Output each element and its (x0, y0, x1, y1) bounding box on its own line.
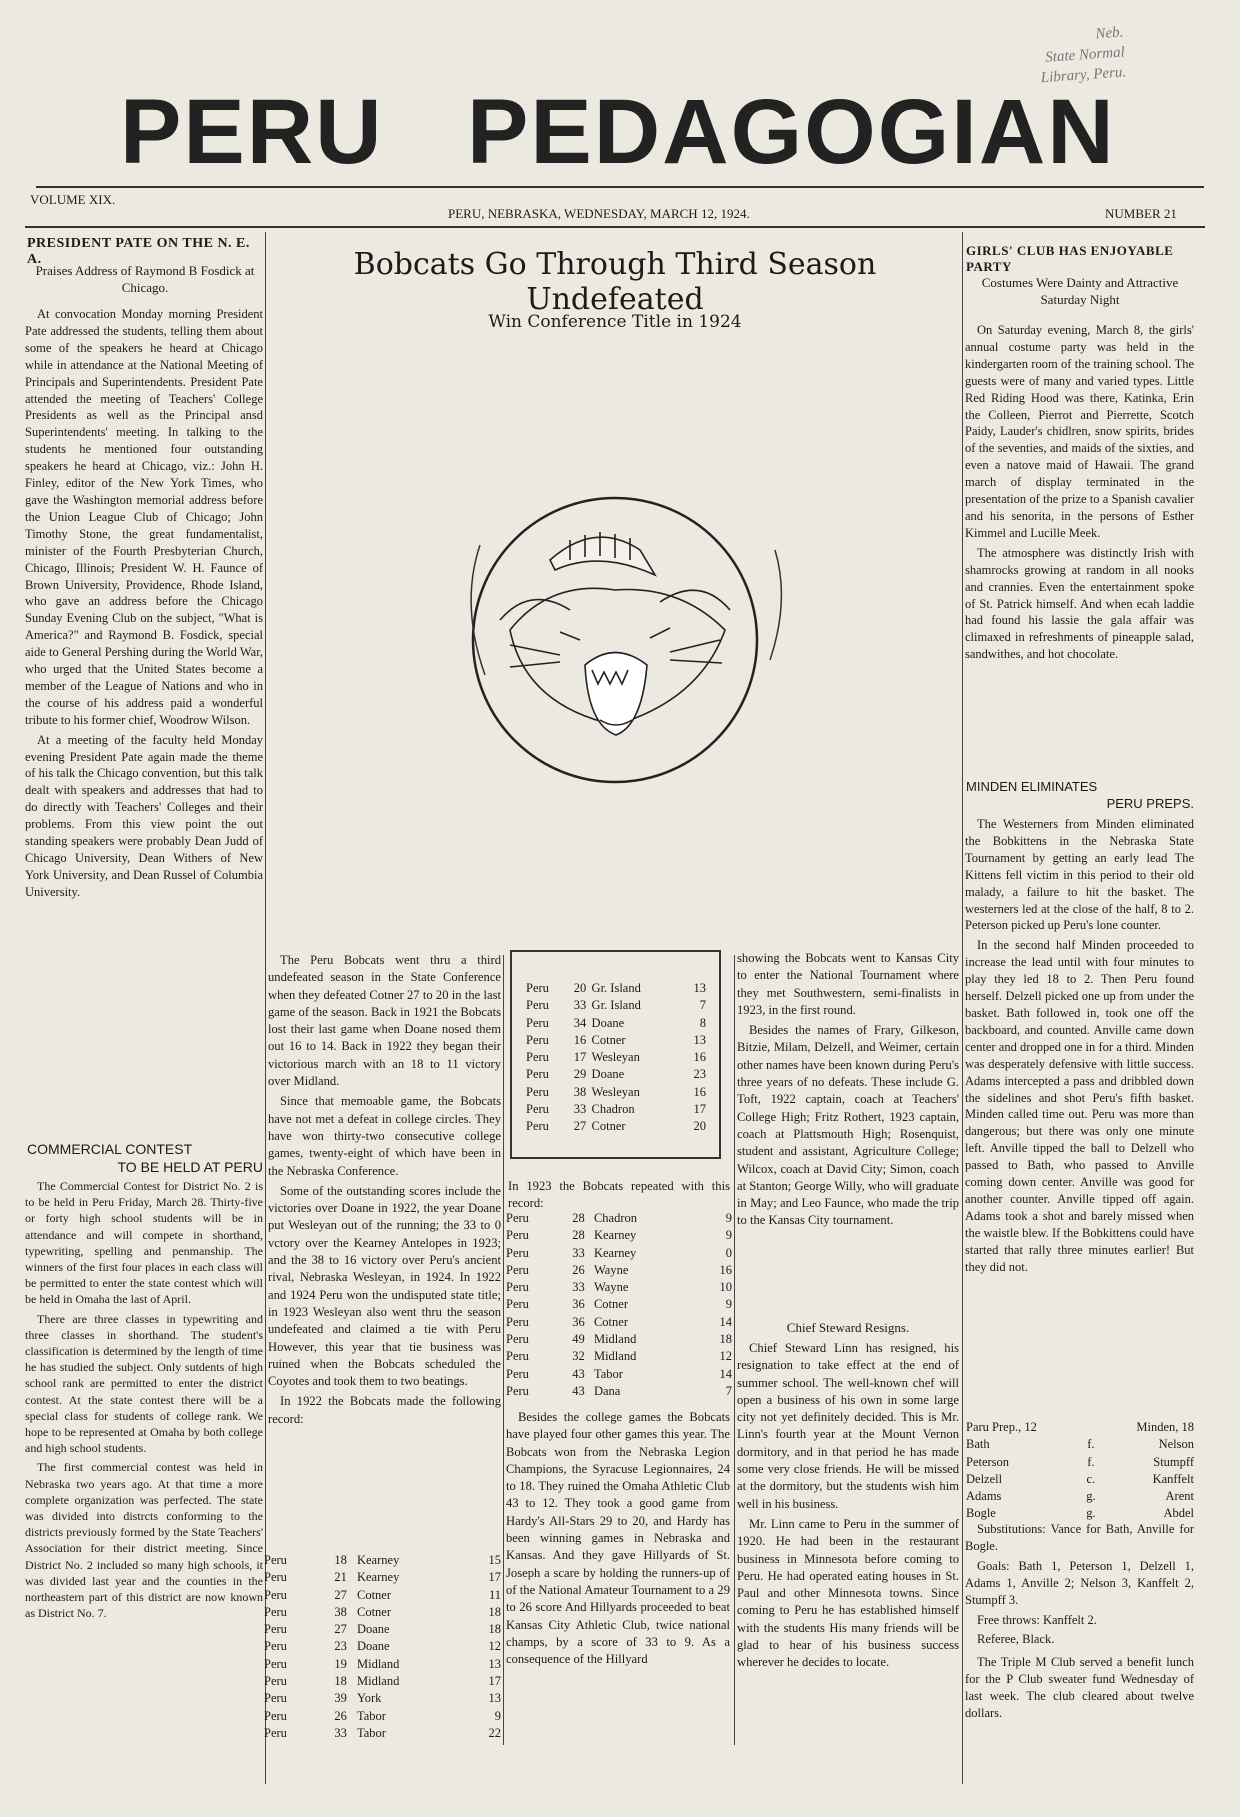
score-cell: 21 (334, 1570, 347, 1585)
score-cell: 12 (488, 1639, 501, 1654)
score-row (526, 1032, 706, 1049)
score-cell: Doane (591, 1015, 625, 1030)
score-cell: Peru (526, 1119, 549, 1134)
score-cell: g. (1086, 1489, 1096, 1504)
score-row (506, 1227, 732, 1244)
score-cell: Cotner (591, 1032, 626, 1047)
score-cell: 18 (334, 1674, 347, 1689)
score-row (966, 1419, 1194, 1436)
score-cell: Kearney (593, 1245, 637, 1260)
score-cell: 32 (572, 1349, 585, 1364)
score-cell: 22 (488, 1725, 501, 1740)
score-row (966, 1436, 1194, 1453)
score-cell: 16 (573, 1032, 587, 1047)
score-cell: 26 (334, 1708, 347, 1723)
bobcats-article-col1 (268, 952, 501, 1431)
article-paragraph: The Westerners from Minden eliminated the Bobkittens in the Nebraska State Tournament by getting an early lead The Kittens fell victim in this period to their old malady, a failure to hit the basket. The westerners led at the close of the half, 8 to 2. Peterson picked up Peru's lone counter. (965, 817, 1194, 933)
score-cell: Minden, 18 (1136, 1420, 1194, 1434)
score-row (264, 1569, 501, 1586)
score-cell: Kearney (593, 1228, 637, 1243)
masthead-rule (36, 186, 1204, 188)
score-row (264, 1673, 501, 1690)
article-paragraph: At convocation Monday morning President Pate addressed the students, telling them about some of the speakers he heard at Chicago while in attendance at the National Meeting of Principals and Superintendents. President Pate attended the meeting of Teachers' College Presidents as well as the Principal ansd Superintendents' meeting. In talking to the students he mentioned four outstanding speakers he heard at Chicago, viz.: John H. Finley, editor of the New York Times, who gave the Washington memorial address before the Union League Club of Chicago; John Timothy Stone, the great fundamentalist, minister of the Fourth Presbyterian Church, Chicago, Illinois; President W. H. Faunce of Brown University, Providence, Rhode Island, who gave an address before the Chicago Sunday Evening Club on the subject, "What is America?" and Raymond B. Fosdick, special aide to General Pershing during the World War, who urged that the United States become a member of the League of Nations and who in the course of his address paid a wonderful tribute to his former chief, Woodrow Wilson. (25, 307, 263, 727)
score-cell: 34 (573, 1015, 587, 1030)
score-cell: Peru (264, 1708, 287, 1723)
article-paragraph: The Peru Bobcats went thru a third undefeated season in the State Conference when they defeated Cotner 27 to 20 in the last game of the season. Back in 1921 the Bobcats lost their last game when Doane nosed them out 16 to 14. Back in 1922 they began their victorious march with an 18 to 11 victory over Midland. (268, 953, 501, 1089)
article-paragraph: Since that memoable game, the Bobcats have not met a defeat in college circles. They have won thirty-two consecutive college games, twenty-eight of which have been in the Nebraska Conference. (268, 1094, 501, 1178)
score-cell: 16 (693, 1084, 706, 1099)
score-cell: 11 (488, 1587, 501, 1602)
minden-after (965, 1521, 1194, 1725)
score-row (966, 1488, 1194, 1505)
article-paragraph: Chief Steward Linn has resigned, his resignation to take effect at the end of summer school. The well-known chef will open a business of his own in some large city not yet definitely decided. This is Mr. Linn's fourth year at the Mount Vernon dormitory, and in that period he has made some very close friends. He will be missed at the dormitory, but the students wish him well in his business. (737, 1341, 959, 1511)
score-cell: Peru (506, 1297, 529, 1312)
score-cell: Peru (264, 1622, 287, 1637)
score-row (526, 1084, 706, 1101)
score-row (506, 1314, 732, 1331)
score-row (506, 1210, 732, 1227)
dateline-rule (25, 226, 1205, 228)
score-cell: 33 (573, 998, 587, 1013)
girls-headline: GIRLS' CLUB HAS ENJOYABLE PARTY (966, 243, 1174, 274)
score-cell: Peru (526, 1050, 549, 1065)
article-paragraph: The Triple M Club served a benefit lunch for the P Club sweater fund Wednesday of last week. The club cleared about twelve dollars. (965, 1655, 1194, 1721)
score-cell: Bogle (966, 1506, 996, 1521)
article-paragraph: Substitutions: Vance for Bath, Anville for Bogle. (965, 1522, 1194, 1553)
commercial-headline-line1: COMMERCIAL CONTEST (27, 1141, 193, 1157)
bobcat-illustration (440, 490, 800, 790)
score-row (264, 1621, 501, 1638)
score-cell: g. (1086, 1506, 1096, 1521)
score-cell: 7 (699, 998, 706, 1013)
minden-headline (966, 778, 1194, 812)
score-cell: Kearney (356, 1553, 400, 1567)
record-1924-table (526, 980, 706, 1136)
score-cell: Peru (506, 1211, 529, 1225)
score-cell: Wayne (593, 1280, 629, 1295)
score-cell: Peru (264, 1604, 287, 1619)
score-row (526, 980, 706, 997)
score-cell: Peru (264, 1639, 287, 1654)
score-cell: 17 (693, 1102, 706, 1117)
score-row (966, 1454, 1194, 1471)
score-cell: Nelson (1158, 1437, 1194, 1452)
score-row (264, 1656, 501, 1673)
score-cell: Wayne (593, 1262, 629, 1277)
place-date: PERU, NEBRASKA, WEDNESDAY, MARCH 12, 1924. (448, 206, 750, 221)
score-row (264, 1725, 501, 1742)
score-row (264, 1587, 501, 1604)
score-cell: 20 (693, 1119, 706, 1134)
score-cell: Cotner (593, 1297, 628, 1312)
score-cell: Peru (506, 1383, 529, 1398)
article-paragraph: showing the Bobcats went to Kansas City to enter the National Tournament where they met Southwestern, semi-finalists in 1923, in the first round. (737, 951, 959, 1017)
score-cell: Doane (591, 1067, 625, 1082)
score-cell: 43 (572, 1366, 585, 1381)
article-paragraph: In 1922 the Bobcats made the following record: (268, 1394, 501, 1426)
score-cell: Adams (966, 1489, 1002, 1504)
score-cell: 15 (488, 1553, 501, 1567)
score-row (966, 1471, 1194, 1488)
score-cell: 9 (725, 1297, 732, 1312)
score-cell: Peru (526, 1032, 549, 1047)
masthead-word-pedagogian: PEDAGOGIAN (467, 81, 1116, 183)
score-cell: Cotner (356, 1587, 392, 1602)
score-cell: Peru (264, 1691, 287, 1706)
score-cell: Peru (526, 1102, 549, 1117)
score-cell: 36 (572, 1314, 585, 1329)
score-cell (1083, 1419, 1099, 1436)
score-cell: Doane (356, 1622, 390, 1637)
minden-lineup-table (966, 1419, 1194, 1523)
score-cell: Midland (356, 1656, 400, 1671)
bobcats-headline: Bobcats Go Through Third Season Undefeated (353, 247, 877, 317)
score-cell: Peru (506, 1228, 529, 1243)
steward-article (737, 1340, 959, 1675)
minden-headline-line2: PERU PREPS. (1106, 796, 1194, 811)
score-cell: Peru (264, 1553, 287, 1567)
score-cell: Tabor (356, 1708, 386, 1723)
article-paragraph: On Saturday evening, March 8, the girls' annual costume party was held in the kindergarten room of the training school. The guests were of many and varied types. Little Red Riding Hood was there, Katinka, Erin the Colleen, Pierrot and Pierrette, Scotch Paidy, Lauder's chidlren, snow spirits, brides of the seventies, and maids of the sixties, and even a natove maid of Hawaii. The grand march of display terminated in the presentation of the prize to a Spanish cavalier and his senorita, in the persons of Esther Kimmel and Lucille Meek. (965, 323, 1194, 540)
score-cell: Peru (526, 1015, 549, 1030)
score-cell: Midland (356, 1674, 400, 1689)
score-cell: 33 (334, 1725, 347, 1740)
score-cell: 38 (334, 1604, 347, 1619)
score-cell: 9 (725, 1228, 732, 1243)
score-cell: Dana (593, 1383, 621, 1398)
score-cell: Kearney (356, 1570, 400, 1585)
score-row (506, 1348, 732, 1365)
score-cell: Peru (506, 1314, 529, 1329)
bobcats-article-col3 (737, 950, 959, 1233)
score-cell: York (356, 1691, 382, 1706)
score-cell: 19 (334, 1656, 347, 1671)
score-cell: 23 (334, 1639, 347, 1654)
article-paragraph: There are three classes in typewriting and three classes in shorthand. The student's classification is determined by the length of time he has studied the subject. Only sutdents of high school rank are permitted to enter the district contest. At the state contest there will be a special class for students of college rank. We hope to be represented at Omaha by both college and high school students. (25, 1311, 263, 1456)
score-cell: Delzell (966, 1471, 1003, 1486)
score-cell: Tabor (593, 1366, 623, 1381)
bobcats-subhead: Win Conference Title in 1924 (488, 312, 742, 332)
minden-headline-line1: MINDEN ELIMINATES (966, 779, 1098, 794)
score-cell: 27 (334, 1622, 347, 1637)
record-1924-box (510, 950, 721, 1159)
stamp-line: State Normal (1044, 44, 1126, 66)
pate-deck: Praises Address of Raymond B Fosdick at Chicago. (35, 263, 255, 295)
score-cell: 39 (334, 1691, 347, 1706)
score-row (264, 1690, 501, 1707)
score-row (506, 1262, 732, 1279)
score-row (526, 1066, 706, 1083)
score-cell: 13 (488, 1691, 501, 1706)
score-row (506, 1296, 732, 1313)
article-paragraph: The Commercial Contest for District No. 2 is to be held in Peru Friday, March 28. Thirty-five or forty high school students will be in attendance and will compete in shorthand, typewriting, spelling and penmanship. The winners of the first four places in each class will be permitted to enter the state contest which will be held in Omaha the last of April. (25, 1179, 263, 1307)
score-cell: Wesleyan (591, 1084, 640, 1099)
score-cell: 26 (572, 1262, 585, 1277)
girls-deck: Costumes Were Dainty and Attractive Saturday Night (981, 275, 1179, 307)
score-cell: Gr. Island (591, 998, 641, 1013)
score-row (526, 997, 706, 1014)
article-paragraph: Some of the outstanding scores include the victories over Doane in 1922, the year Doane put Wesleyan out of the running; the 33 to 0 vctory over the Kearney Antelopes in 1923; and the 38 to 16 victory over Peru's ancient rival, Nebraska Wesleyan, in 1924. In 1922 and 1924 Peru won the undisputed state title; in 1923 Wesleyan also went thru the season undefeated and claimed a tie with Peru However, this year that tie business was ruined when the Bobcats scheduled the Coyotes and took them to two beatings. (268, 1183, 501, 1389)
stamp-line: Library, Peru. (1040, 64, 1127, 87)
score-cell: Peru (264, 1674, 287, 1689)
column-rule (503, 955, 504, 1745)
issue-number: NUMBER 21 (1105, 206, 1177, 221)
girls-article (965, 322, 1194, 666)
score-cell: Wesleyan (591, 1050, 640, 1065)
score-cell: Peru (526, 1084, 549, 1099)
stamp-line: Neb. (1094, 24, 1124, 43)
score-cell: 16 (693, 1050, 706, 1065)
masthead (30, 80, 1210, 184)
score-cell: Peru (264, 1656, 287, 1671)
score-cell: 20 (573, 981, 587, 995)
score-cell: Chadron (593, 1211, 638, 1225)
score-cell: Peru (506, 1262, 529, 1277)
score-row (526, 1101, 706, 1118)
score-row (264, 1708, 501, 1725)
score-cell: Paru Prep., 12 (966, 1420, 1037, 1434)
score-cell: 12 (719, 1349, 732, 1364)
score-cell: 18 (488, 1622, 501, 1637)
score-cell: Peru (506, 1280, 529, 1295)
score-cell: Peru (506, 1332, 529, 1347)
score-cell: 0 (725, 1245, 732, 1260)
score-cell: Kanffelt (1152, 1471, 1194, 1486)
record-1923-intro: In 1923 the Bobcats repeated with this record: (508, 1179, 730, 1210)
score-cell: 13 (693, 1032, 706, 1047)
score-cell: Bath (966, 1437, 990, 1452)
score-cell: 18 (719, 1332, 732, 1347)
score-row (264, 1638, 501, 1655)
score-cell: Arent (1165, 1489, 1194, 1504)
commercial-article (25, 1178, 263, 1624)
score-cell: Doane (356, 1639, 390, 1654)
score-cell: Peru (264, 1587, 287, 1602)
score-cell: 14 (719, 1314, 732, 1329)
score-cell: 13 (693, 981, 706, 995)
score-row (506, 1366, 732, 1383)
score-cell: 49 (572, 1332, 585, 1347)
record-1923-table (506, 1210, 732, 1400)
score-row (506, 1331, 732, 1348)
score-row (526, 1118, 706, 1135)
score-row (506, 1245, 732, 1262)
score-cell: Peterson (966, 1454, 1010, 1469)
article-paragraph: In the second half Minden proceeded to increase the lead until with four minutes to play they led 18 to 2. Then Peru found herself. Delzell picked one up from under the basket. Bath followed in, took one off the backboard, and counted. Anville came down center and dropped one in for a third. Minden was desperately defensive with little success. Adams intercepted a pass and dribbled down the sidelines and shot Peru's fifth basket. Minden called time out. Peru was more than dangerous; but there was only one minute left. Anville tipped the ball to Delzell who passed to Bath, who passed to Anville coming down center. Anville was good for another counter. Anville tipped off again. Adams took a shot and barely missed when the waistle blew. If the Bobkittens could have started that rally three minutes earlier! But they did not. (965, 938, 1194, 1274)
minden-article (965, 816, 1194, 1278)
score-cell: 9 (494, 1708, 501, 1723)
score-cell: 27 (573, 1119, 587, 1134)
score-cell: 17 (573, 1050, 587, 1065)
score-cell: 7 (725, 1383, 732, 1398)
bobcats-article-col2: Besides the college games the Bobcats have played four other games this year. The Bobcats won from the Nebraska Legion Champions, the Syracuse Legionnaires, 24 to 18. They ruined the Omaha Athletic Club 43 to 12. They took a good game from Hardy's All-Stars 29 to 20, and Hardy has been winning games in Nebraska and Kansas. And they gave Hillyards of St. Joseph a scare by holding the runners-up of of the National Amateur Tournament to a 29 to 26 score And Hillyards proceeded to beat Kansas City Athletic Club, twice national champs, by a score of 33 to 9. As a consequence of the Hillyard (506, 1410, 730, 1667)
score-cell: Peru (526, 1067, 549, 1082)
volume: VOLUME XIX. (30, 192, 116, 207)
score-cell: 16 (719, 1262, 732, 1277)
score-cell: Cotner (593, 1314, 628, 1329)
article-paragraph: Goals: Bath 1, Peterson 1, Delzell 1, Adams 1, Anville 2; Nelson 3, Kanffelt 2, Stumpff 3. (965, 1558, 1194, 1607)
score-row (506, 1383, 732, 1400)
score-cell: 28 (572, 1211, 585, 1225)
score-cell: Stumpff (1153, 1454, 1194, 1469)
score-cell: 33 (572, 1245, 585, 1260)
score-cell: 9 (725, 1211, 732, 1225)
score-cell: Tabor (356, 1725, 386, 1740)
score-cell: 43 (572, 1383, 585, 1398)
score-cell: c. (1086, 1471, 1096, 1486)
article-paragraph: The atmosphere was distinctly Irish with shamrocks growing at random in all nooks and crannies. Even the entertainment spoke of St. Patrick himself. And when ecah laddie had found his lassie the gala affair was climaxed in refreshments of pineapple salad, sandwithes, and hot chocolate. (965, 545, 1194, 662)
column-rule (734, 955, 735, 1745)
score-row (526, 1049, 706, 1066)
score-cell: Peru (264, 1725, 287, 1740)
score-cell: 29 (573, 1067, 587, 1082)
score-cell: Gr. Island (591, 981, 641, 995)
score-cell: 17 (488, 1674, 501, 1689)
score-row (264, 1552, 501, 1569)
score-cell: 18 (488, 1604, 501, 1619)
score-row (264, 1604, 501, 1621)
score-cell: Cotner (356, 1604, 392, 1619)
score-cell: Chadron (591, 1102, 635, 1117)
article-paragraph: Besides the names of Frary, Gilkeson, Bitzie, Milam, Delzell, and Weimer, certain other names have been known during Peru's three years of no defeats. These include G. Toft, 1922 captain, coach at Teachers' College High; Fritz Rothert, 1923 captain, coach at Plattsmouth High; Rosenquist, student and assistant, Agriculture College; Wilcox, coach at David City; Simon, coach at Stanton; George Willy, who will graduate in May; and Leo Faunce, who made the trip to the Kansas City tournament. (737, 1023, 959, 1228)
score-cell: 28 (572, 1228, 585, 1243)
score-cell: 38 (573, 1084, 587, 1099)
score-cell: Peru (526, 981, 549, 995)
article-paragraph: Free throws: Kanffelt 2. (977, 1612, 1097, 1627)
score-cell: Peru (264, 1570, 287, 1585)
score-cell: 23 (693, 1067, 706, 1082)
score-cell: 36 (572, 1297, 585, 1312)
score-cell: Cotner (591, 1119, 626, 1134)
score-row (526, 1015, 706, 1032)
score-cell: Midland (593, 1332, 637, 1347)
score-cell: Peru (506, 1366, 529, 1381)
score-cell: 18 (334, 1553, 347, 1567)
score-cell: 17 (488, 1570, 501, 1585)
commercial-headline (27, 1140, 263, 1176)
masthead-word-peru: PERU (120, 81, 384, 183)
commercial-headline-line2: TO BE HELD AT PERU (117, 1159, 263, 1175)
article-paragraph: The first commercial contest was held in Nebraska two years ago. At that time a more complete organization was perfected. The state was divided into distrcts conforming to the districts previously formed by the State Teachers' Association for their district meeting. Since District No. 2 included so many high schools, it was divided last year and the counties in the northeastern part of this district are now known as District No. 7. (25, 1460, 263, 1621)
score-cell: 10 (719, 1280, 732, 1295)
pate-article (25, 306, 263, 904)
score-cell: Peru (526, 998, 549, 1013)
pate-headline: PRESIDENT PATE ON THE N. E. A. (27, 236, 250, 267)
steward-headline: Chief Steward Resigns. (786, 1320, 910, 1335)
record-1922-table (264, 1552, 501, 1742)
score-cell: 14 (719, 1366, 732, 1381)
score-cell: f. (1087, 1454, 1095, 1469)
score-cell: Abdel (1163, 1506, 1194, 1521)
score-cell: f. (1087, 1437, 1095, 1452)
score-row (506, 1279, 732, 1296)
column-rule (962, 232, 963, 1784)
article-paragraph: Mr. Linn came to Peru in the summer of 1920. He had been in the restaurant business in Minnesota before coming to Peru. He had operated eating houses in St. Paul and other Minnesota towns. Since coming to Peru he has established himself with the students His many friends will be glad to hear of his business success wherever he decides to locate. (737, 1516, 959, 1670)
score-cell: Peru (506, 1349, 529, 1364)
score-cell: 33 (573, 1102, 587, 1117)
article-paragraph: Referee, Black. (977, 1632, 1055, 1647)
score-cell: 27 (334, 1587, 347, 1602)
score-cell: Midland (593, 1349, 637, 1364)
score-cell: 33 (572, 1280, 585, 1295)
article-paragraph: At a meeting of the faculty held Monday evening President Pate again made the theme of his talk the Chicago convention, but this talk dealt with speakers and addresses that had to do directly with Teachers' Colleges and their problems. From this view point the out standing speakers were probably Dean Judd of Chicago University, Dean Withers of New York University, and Dean Russel of Columbia University. (25, 732, 263, 899)
score-cell: 8 (699, 1015, 706, 1030)
score-cell: 13 (488, 1656, 501, 1671)
score-cell: Peru (506, 1245, 529, 1260)
